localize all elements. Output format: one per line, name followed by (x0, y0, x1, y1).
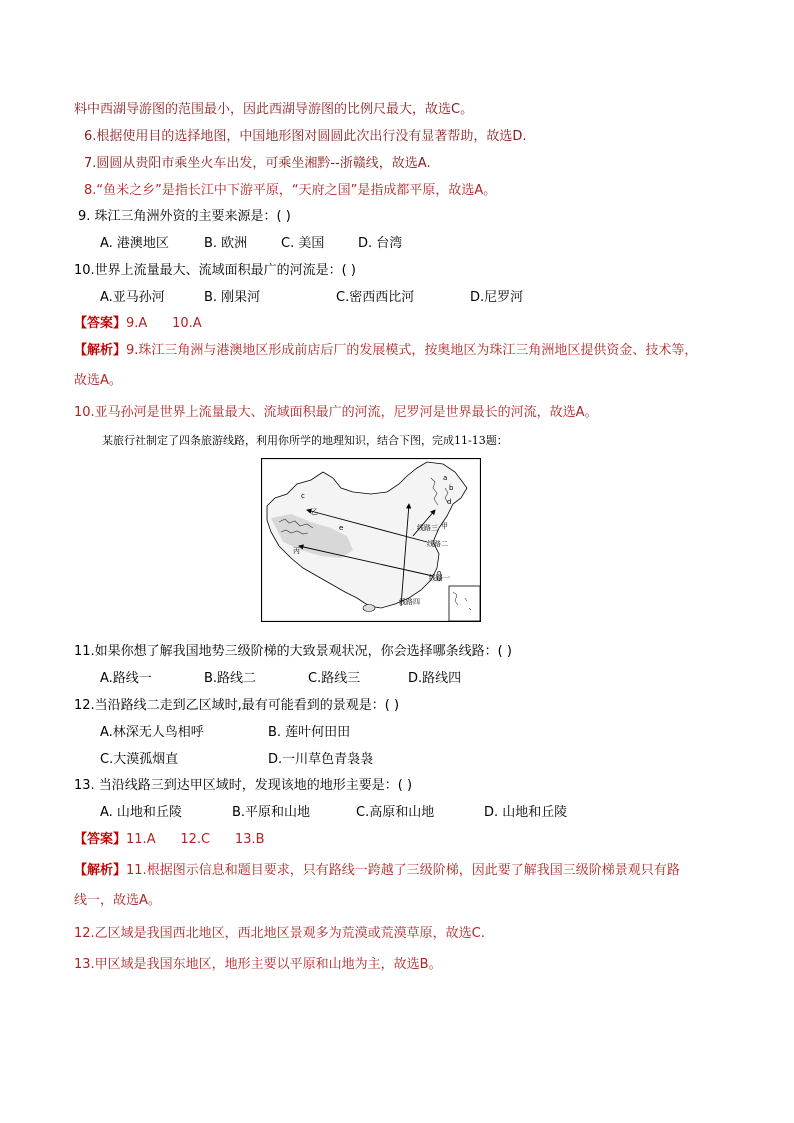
analysis-block-2 (74, 862, 680, 880)
south-china-sea-inset (449, 586, 480, 621)
question-11-option-a: A.路线一 (100, 671, 152, 686)
route-label-3: 线路三 (417, 524, 438, 532)
question-11-option-c: C.路线三 (308, 671, 361, 686)
route-label-1: 线路一 (429, 574, 450, 582)
route-label-2: 线路二 (427, 540, 448, 548)
region-label-jia: 甲 (441, 522, 448, 530)
analysis-text-1: 11.根据图示信息和题目要求，只有路线一跨越了三级阶梯，因此要了解我国三级阶梯景观只有路 (126, 863, 680, 878)
answer-block-1 (74, 315, 202, 333)
analysis-text-3: 10.亚马孙河是世界上流量最大、流域面积最广的河流，尼罗河是世界最长的河流，故选A。 (74, 405, 598, 420)
question-9-option-d: D. 台湾 (358, 236, 403, 251)
answer-block-2 (74, 831, 265, 849)
analysis-text-2: 线一，故选A。 (74, 893, 161, 908)
question-10-stem: 10.世界上流量最大、流域面积最广的河流是：( ) (74, 263, 356, 278)
china-route-map (261, 458, 481, 622)
point-label-b: b (449, 484, 454, 492)
answer-text: 9.A 10.A (126, 316, 202, 331)
point-label-d: d (447, 498, 452, 506)
answer-tag: 【答案】 (74, 832, 127, 847)
prev-answer-5: 料中西湖导游图的范围最小，因此西湖导游图的比例尺最大，故选C。 (74, 102, 474, 117)
hainan-island (363, 605, 375, 612)
question-9-option-c: C. 美国 (281, 236, 325, 251)
question-10-option-d: D.尼罗河 (470, 290, 524, 305)
question-9-stem: 9. 珠江三角洲外资的主要来源是：( ) (78, 209, 291, 224)
region-label-yi: 乙 (311, 508, 318, 516)
analysis-text-1: 9.珠江三角洲与港澳地区形成前店后厂的发展模式，按奥地区为珠江三角洲地区提供资金、技术等， (126, 343, 698, 358)
prev-answer-8: 8.“鱼米之乡”是指长江中下游平原，“天府之国”是指成都平原，故选A。 (84, 183, 497, 198)
answer-tag: 【答案】 (74, 316, 127, 331)
answer-text: 11.A 12.C 13.B (126, 832, 265, 847)
question-12-option-c: C.大漠孤烟直 (100, 752, 179, 767)
question-10-option-b: B. 刚果河 (204, 290, 261, 305)
prev-answer-6: 6.根据使用目的选择地图，中国地形图对圆圆此次出行没有显著帮助，故选D. (84, 129, 527, 144)
point-label-c: c (301, 492, 305, 500)
point-label-e: e (339, 524, 344, 532)
question-13-stem: 13. 当沿线路三到达甲区域时，发现该地的地形主要是：( ) (74, 778, 413, 793)
question-12-stem: 12.当沿路线二走到乙区域时,最有可能看到的景观是：( ) (74, 698, 400, 713)
point-label-a: a (443, 474, 448, 482)
analysis-tag: 【解析】 (74, 343, 127, 358)
analysis-block-1 (74, 342, 697, 360)
analysis-tag: 【解析】 (74, 863, 127, 878)
analysis-text-4: 13.甲区域是我国东地区，地形主要以平原和山地为主，故选B。 (74, 957, 442, 972)
analysis-text-3: 12.乙区域是我国西北地区，西北地区景观多为荒漠或荒漠草原，故选C. (74, 926, 485, 941)
question-13-option-d: D. 山地和丘陵 (484, 805, 568, 820)
route-label-4: 线路四 (399, 598, 420, 606)
question-12-option-b: B. 莲叶何田田 (268, 725, 351, 740)
question-11-stem: 11.如果你想了解我国地势三级阶梯的大致景观状况，你会选择哪条线路：( ) (74, 644, 512, 659)
question-13-option-a: A. 山地和丘陵 (100, 805, 182, 820)
question-12-option-a: A.林深无人鸟相呼 (100, 725, 204, 740)
question-10-option-a: A.亚马孙河 (100, 290, 165, 305)
question-9-option-a: A. 港澳地区 (100, 236, 169, 251)
region-label-bing: 丙 (293, 547, 300, 555)
question-12-option-d: D.一川草色青袅袅 (268, 752, 374, 767)
question-10-option-c: C.密西西比河 (336, 290, 415, 305)
question-11-option-d: D.路线四 (408, 671, 462, 686)
question-13-option-c: C.高原和山地 (356, 805, 435, 820)
map-intro: 某旅行社制定了四条旅游线路，利用你所学的地理知识，结合下图，完成11-13题： (102, 434, 508, 447)
question-9-option-b: B. 欧洲 (204, 236, 248, 251)
prev-answer-7: 7.圆圆从贵阳市乘坐火车出发，可乘坐湘黔--浙赣线，故选A. (84, 156, 431, 171)
question-13-option-b: B.平原和山地 (232, 805, 311, 820)
question-11-option-b: B.路线二 (204, 671, 257, 686)
analysis-text-2: 故选A。 (74, 373, 122, 388)
